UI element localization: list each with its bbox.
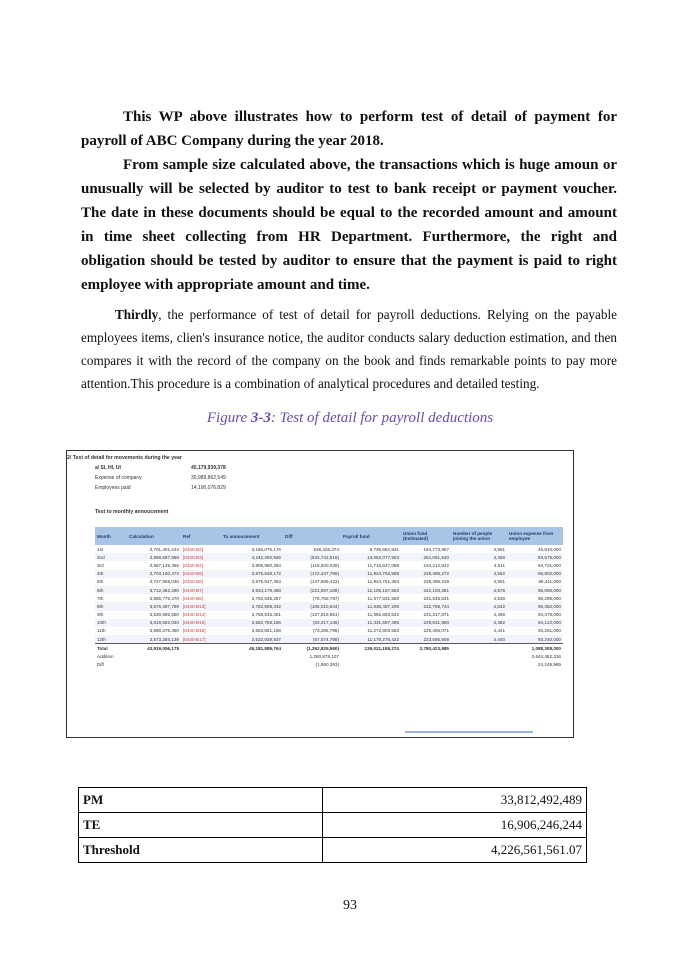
table-cell (127, 661, 181, 669)
table-cell: 3,782,508,342 (221, 602, 283, 610)
table-cell: 11,331,597,495 (341, 619, 401, 627)
table-cell: 3,792,535,257 (251, 595, 281, 601)
table-cell: [8440-B15] (181, 619, 221, 627)
paragraph-text: From sample size calculated above, the transactions which is huge amoun or unusually will be selected by auditor to test to bank receipt or payment voucher. The date in these documents should be equal to the recorded amount and amount in time sheet collecting from HR Department. Furthermore, the right and obligation should be tested by auditor to ensure that the payment is paid to right employee with appropriate amount and time. (81, 157, 617, 293)
table-cell: 226,631,950 (401, 619, 451, 627)
table-cell: 43,919,056,175 (127, 644, 181, 653)
table-cell: 3,573,365,139 (127, 635, 181, 644)
table-cell: 1,088,308,000 (507, 644, 563, 653)
paragraph-lead-word: Thirdly (115, 307, 159, 323)
materiality-table (78, 787, 587, 863)
table-cell: 2nd (95, 553, 127, 561)
table-cell: 93,240,000 (507, 635, 563, 644)
table-cell: 11,716,647,089 (367, 562, 399, 568)
table-cell: 536,326,374 (313, 546, 339, 552)
table-cell: [8440-B7] (181, 586, 221, 594)
table-cell: 11,924,763,598 (341, 570, 401, 578)
table-cell: 3,619,552,040 (127, 619, 181, 627)
table-cell: 4,538 (493, 595, 505, 601)
payroll-deduction-figure (66, 450, 574, 738)
table-cell (451, 661, 507, 669)
materiality-label: PM (79, 788, 323, 813)
table-cell: 11,565,893,542 (367, 612, 399, 618)
table-row (79, 813, 587, 838)
table-cell: 11,272,803,563 (367, 628, 399, 634)
table-cell: 94,122,000 (507, 619, 563, 627)
table-cell: 45,181,889,764 (221, 644, 283, 653)
figure-row-label: Employees paid (95, 485, 131, 491)
table-cell: 4,591 (493, 546, 505, 552)
table-cell: 3,727,958,030 (149, 579, 179, 585)
table-cell: 11,577,831,568 (367, 595, 399, 601)
table-cell (181, 652, 221, 660)
table-cell: 4,576 (451, 586, 507, 594)
table-cell: 96,411,000 (538, 579, 561, 585)
table-cell: 231,317,871 (423, 612, 449, 618)
table-cell: 223,565,508 (401, 635, 451, 644)
table-cell: 7th (97, 595, 104, 601)
monthly-announcement-table (95, 527, 563, 669)
table-cell: 94,479,000 (538, 612, 561, 618)
table-cell: (172,447,799) (283, 570, 341, 578)
figure-row-label: Expense of company (95, 475, 142, 481)
figure-row-value: 30,989,862,549 (191, 475, 226, 481)
figure-row-value: 45,179,939,378 (191, 465, 226, 471)
table-cell: 261,061,540 (401, 553, 451, 561)
table-cell: (73,285,798) (312, 628, 339, 634)
table-row (95, 661, 563, 669)
table-cell: 11,178,275,422 (341, 635, 401, 644)
table-cell: 4,242,250,926 (221, 553, 283, 561)
figure-underline (405, 731, 533, 733)
table-cell: 11,924,761,394 (367, 579, 399, 585)
table-cell: [8440-B4] (183, 562, 203, 568)
table-cell: 3,663,661,158 (251, 628, 281, 634)
table-cell: 139,021,159,274 (341, 644, 401, 653)
table-cell: 12th (95, 635, 127, 644)
table-cell: (63,217,146) (283, 619, 341, 627)
table-cell: 45,910,000 (538, 546, 561, 552)
table-row (95, 561, 563, 569)
table-row (95, 644, 563, 653)
table-cell: 1,260,879,107 (309, 654, 339, 660)
table-cell: 3,805,960,394 (251, 562, 281, 568)
materiality-value: 33,812,492,489 (323, 788, 587, 813)
table-cell: 3,703,100,473 (127, 570, 181, 578)
table-cell: 225,456,071 (423, 628, 449, 634)
table-cell: [8440-B16] (183, 628, 206, 634)
table-cell: 9,736,692,831 (369, 546, 399, 552)
table-cell: 3,701,401,244 (149, 546, 179, 552)
table-row (95, 545, 563, 553)
column-header: Union fund (Estimated) (401, 527, 451, 545)
table-cell: (1,262,829,590) (283, 644, 341, 653)
table-row (95, 635, 563, 644)
table-cell: 10th (95, 619, 127, 627)
table-cell: 9th (97, 612, 104, 618)
table-cell: 93,575,000 (507, 553, 563, 561)
table-cell: 2,780,423,985 (401, 644, 451, 653)
page-number: 93 (343, 898, 357, 913)
table-row (95, 652, 563, 660)
table-cell: 3,590,375,360 (149, 628, 179, 634)
table-body (95, 545, 563, 669)
table-cell: [8440-B5] (181, 570, 221, 578)
table-cell: 242,103,351 (401, 586, 451, 594)
table-cell: 4,441 (493, 628, 505, 634)
table-row (95, 553, 563, 561)
table-cell: 194,773,857 (423, 546, 449, 552)
table-cell: [8440-B2] (183, 546, 203, 552)
table-cell: 3,630,995,550 (149, 612, 179, 618)
materiality-label: Threshold (79, 838, 323, 863)
table-cell: 4,591 (493, 579, 505, 585)
table-cell: (1,950,393) (315, 662, 339, 668)
table-row (95, 611, 563, 619)
table-cell (401, 661, 451, 669)
paragraph-thirdly (81, 303, 617, 395)
table-cell: 11th (97, 628, 106, 634)
table-cell: 13,053,077,903 (341, 553, 401, 561)
table-cell: (221,697,168) (283, 586, 341, 594)
figure-row-value: 14,190,076,829 (191, 485, 226, 491)
table-cell: 3,676,497,789 (127, 602, 181, 610)
table-cell: 95,382,000 (507, 602, 563, 610)
table-cell: 3,687,139,365 (149, 562, 179, 568)
column-header: Month (95, 527, 127, 545)
table-row (79, 838, 587, 863)
table-cell (451, 652, 507, 660)
table-cell (401, 652, 451, 660)
table-cell: 4,482 (451, 619, 507, 627)
table-cell: 3,632,939,837 (221, 635, 283, 644)
table-cell (221, 661, 283, 669)
paragraph-wp-illustration (81, 105, 617, 153)
table-cell: 238,495,228 (423, 579, 449, 585)
table-cell: 231,546,631 (423, 595, 449, 601)
figure-subtitle: Test to monthly annoucement (95, 509, 169, 515)
table-cell: 8th (95, 602, 127, 610)
table-cell (451, 644, 507, 653)
caption-number: 3-3 (250, 410, 271, 426)
table-cell: 4,562 (451, 570, 507, 578)
paragraph-text: , the performance of test of detail for payroll deductions. Relying on the payable employees items, clien's insurance notice, the auditor conducts salary deduction estimation, and then compares it with the record of the company on the book and finds remarkable points to pay more attention.This procedure is a combination of analytical procedures and detailed testing. (81, 307, 617, 392)
caption-text: : Test of detail for payroll deductions (270, 410, 494, 426)
table-cell: 12,105,167,563 (341, 586, 401, 594)
materiality-value: 16,906,246,244 (323, 813, 587, 838)
materiality-label: TE (79, 813, 323, 838)
figure-caption (0, 410, 700, 427)
table-cell: (127,919,851) (310, 612, 339, 618)
table-cell: 5th (97, 579, 104, 585)
column-header: To annoucement (221, 527, 283, 545)
table-cell: [8440-B14] (183, 612, 206, 618)
table-cell: 3,875,547,453 (251, 579, 281, 585)
table-cell: 3,582,769,186 (221, 619, 283, 627)
table-cell: 3,712,482,290 (127, 586, 181, 594)
table-cell: (57,574,798) (283, 635, 341, 644)
table-cell: Total (95, 644, 127, 653)
table-cell: 11,638,487,206 (341, 602, 401, 610)
column-header: Calculation (127, 527, 181, 545)
table-cell: 4,440 (451, 635, 507, 644)
column-header: Payroll fund (341, 527, 401, 545)
table-cell: 3,699,597,588 (127, 553, 181, 561)
table-cell: 95,802,000 (507, 570, 563, 578)
table-cell: 4,511 (493, 562, 505, 568)
table-cell: 4,542 (451, 602, 507, 610)
table-cell: 3,685,775,470 (149, 595, 179, 601)
table-cell: [8440-B17] (181, 635, 221, 644)
table-cell: 4th (95, 570, 127, 578)
figure-row-label: a/ SI, HI, UI (95, 465, 121, 471)
table-cell (341, 661, 401, 669)
table-row (95, 570, 563, 578)
figure-title: 2/ Test of detail for movements during the year (67, 455, 182, 461)
table-cell: 94,731,000 (538, 562, 561, 568)
table-row (95, 627, 563, 635)
table-cell: [8440-B13] (181, 602, 221, 610)
table-cell: 232,769,744 (401, 602, 451, 610)
table-cell: 238,495,272 (401, 570, 451, 578)
table-cell (181, 661, 221, 669)
table-cell: 95,298,000 (538, 595, 561, 601)
table-cell: (76,759,787) (312, 595, 339, 601)
paragraph-sample-size (81, 153, 617, 297)
table-cell (221, 652, 283, 660)
caption-prefix: Figure (206, 410, 251, 426)
table-cell (341, 652, 401, 660)
table-cell: [8440-B6] (183, 579, 203, 585)
table-cell: (118,820,039) (310, 562, 339, 568)
table-cell: Diff (97, 662, 104, 668)
column-header: Diff (283, 527, 341, 545)
table-cell (127, 652, 181, 660)
table-cell: 1st (97, 546, 104, 552)
table-row (95, 586, 563, 594)
column-header: Ref (181, 527, 221, 545)
column-header: Number of people joining the union (451, 527, 507, 545)
table-header-row (95, 527, 563, 545)
table-cell: 3,165,075,176 (251, 546, 281, 552)
table-cell: 93,261,000 (538, 628, 561, 634)
paragraph-text: This WP above illustrates how to perform test of detail of payment for payroll of ABC Company during the year 2018. (81, 109, 617, 149)
table-cell: 4,456 (451, 553, 507, 561)
table-cell: (147,589,423) (310, 579, 339, 585)
column-header: Union expense from employee (507, 527, 563, 545)
table-cell (181, 644, 221, 653)
table-cell: 4,499 (493, 612, 505, 618)
table-cell: [8440-B8] (183, 595, 203, 601)
table-cell: 96,096,000 (507, 586, 563, 594)
table-cell: 3,875,548,172 (221, 570, 283, 578)
table-row (95, 594, 563, 602)
materiality-value: 4,226,561,561.07 (323, 838, 587, 863)
table-cell: 6th (95, 586, 127, 594)
table-cell: 234,212,842 (423, 562, 449, 568)
table-row (95, 602, 563, 610)
table-cell: (533,742,516) (283, 553, 341, 561)
table-cell: [8440-B3] (181, 553, 221, 561)
table-row (79, 788, 587, 813)
table-cell: 3,758,915,401 (251, 612, 281, 618)
table-cell: 3,644,462,316 (531, 654, 561, 660)
table-row (95, 619, 563, 627)
table-cell: 24,249,969 (538, 662, 561, 668)
table-cell: (106,010,634) (283, 602, 341, 610)
table-cell: Addition (97, 654, 114, 660)
table-cell: 3,934,179,458 (221, 586, 283, 594)
table-cell: 3rd (97, 562, 104, 568)
table-row (95, 578, 563, 586)
